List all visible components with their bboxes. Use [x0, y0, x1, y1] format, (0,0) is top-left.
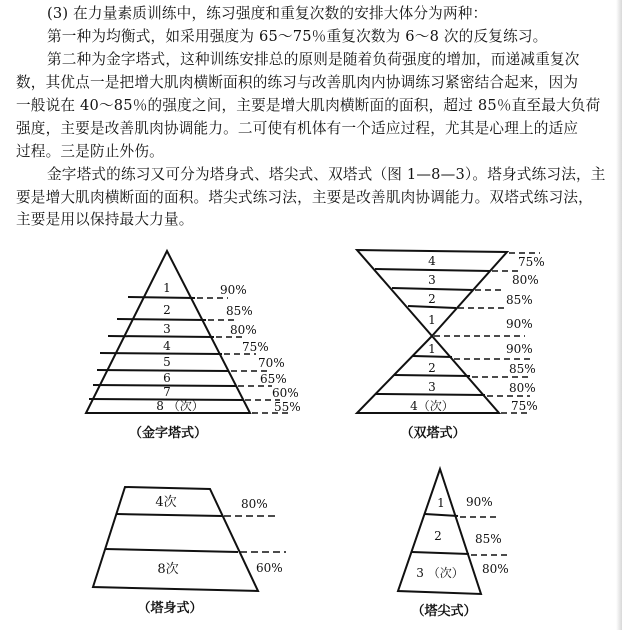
tower-body-dashes — [224, 516, 286, 552]
double-tower-divider — [375, 269, 490, 271]
double-tower-level-label: 3 — [428, 273, 436, 287]
tower-tip-divider — [412, 552, 469, 554]
text-line-9: 要是增大肌肉横断面的面积。塔尖式练习法，主要是改善肌肉协调能力。双塔式练习法， — [16, 189, 593, 206]
pyramid-level-label: 2 — [163, 303, 171, 317]
pyramid-divider — [108, 336, 214, 337]
double-tower-percent: 75% — [511, 399, 538, 413]
double-tower-percent: 85% — [506, 293, 533, 307]
pyramid-percent: 65% — [260, 372, 287, 386]
tower-tip-level-label: 1 — [437, 496, 445, 510]
double-tower-divider — [394, 375, 470, 376]
tower-tip-percent: 80% — [482, 562, 509, 576]
double-tower-percent: 75% — [518, 255, 545, 269]
tower-body-level-label: 4次 — [155, 495, 177, 510]
tower-body-caption: （塔身式） — [137, 601, 203, 616]
pyramid-percent: 55% — [274, 400, 301, 414]
pyramid-caption: （金字塔式） — [128, 426, 208, 441]
pyramid-level-label: 6 — [163, 371, 171, 385]
text-line-6: 强度，主要是改善肌肉协调能力。二可使有机体有一个适应过程，尤其是心理上的适应 — [16, 120, 579, 137]
tower-tip-caption: （塔尖式） — [411, 604, 477, 619]
double-tower-percent: 85% — [509, 362, 536, 376]
pyramid-percent: 60% — [272, 386, 299, 400]
pyramid-level-label: 1 — [163, 281, 171, 295]
double-tower-caption: （双塔式） — [400, 426, 466, 441]
double-tower-percent: 80% — [512, 273, 539, 287]
text-line-2: 第一种为均衡式，如采用强度为 65～75％重复次数为 6～8 次的反复练习。 — [47, 28, 548, 45]
tower-body-divider — [105, 549, 238, 552]
text-line-8: 金字塔式的练习又可分为塔身式、塔尖式、双塔式（图 1—8—3）。塔身式练习法，主 — [47, 166, 606, 183]
pyramid-percent: 75% — [242, 340, 269, 354]
pyramid-divider — [117, 319, 206, 320]
double-tower-level-label: 2 — [428, 292, 436, 306]
double-tower-divider — [408, 306, 456, 308]
double-tower-percent: 90% — [506, 317, 533, 331]
double-tower-level-label: 4 — [428, 254, 436, 268]
pyramid-divider — [100, 353, 222, 354]
tower-tip-divider — [425, 514, 458, 516]
tower-tip-percent: 90% — [466, 495, 493, 509]
pyramid-percent: 85% — [226, 304, 253, 318]
text-line-7: 过程。三是防止外伤。 — [16, 143, 164, 160]
tower-body-percent: 60% — [256, 561, 283, 575]
double-tower-divider — [413, 356, 452, 357]
double-tower-level-label: 3 — [428, 380, 436, 394]
text-line-10: 主要是用以保持最大力量。 — [16, 211, 194, 228]
text-line-1: (3) 在力量素质训练中，练习强度和重复次数的安排大体分为两种： — [47, 5, 488, 22]
text-line-4: 数，其优点一是把增大肌肉横断面积的练习与改善肌肉内协调练习紧密结合起来，因为 — [16, 74, 579, 91]
tower-tip-percent: 85% — [475, 532, 502, 546]
double-tower-level-label: 2 — [428, 361, 436, 375]
text-line-5: 一般说在 40～85％的强度之间，主要是增大肌肉横断面的面积，超过 85％直至最大负荷 — [16, 97, 601, 114]
tower-tip-level-label: 3 （次） — [416, 566, 464, 580]
pyramid-level-label: 7 — [163, 385, 171, 399]
pyramid-percent: 80% — [230, 323, 257, 337]
tower-tip-level-label: 2 — [434, 529, 442, 543]
double-tower-percent: 90% — [506, 342, 533, 356]
double-tower-level-label: 1 — [428, 313, 436, 327]
double-tower-divider — [376, 394, 485, 395]
double-tower-percent: 80% — [509, 381, 536, 395]
pyramid-divider — [128, 297, 195, 298]
double-tower-level-label: 4（次） — [410, 399, 454, 413]
tower-body-divider — [117, 514, 222, 516]
tower-body-level-label: 8次 — [157, 562, 179, 577]
double-tower-level-label: 1 — [428, 342, 436, 356]
pyramid-level-label: 8 （次） — [156, 399, 204, 413]
pyramid-level-label: 5 — [163, 355, 171, 369]
text-line-3: 第二种为金字塔式，这种训练安排总的原则是随着负荷强度的增加，而递减重复次 — [47, 51, 580, 68]
tower-body-percent: 80% — [241, 497, 268, 511]
double-tower-divider — [392, 288, 473, 290]
pyramid-level-label: 3 — [163, 322, 171, 336]
pyramid-level-label: 4 — [163, 339, 171, 353]
pyramid-percent: 90% — [220, 283, 247, 297]
pyramid-percent: 70% — [258, 356, 285, 370]
